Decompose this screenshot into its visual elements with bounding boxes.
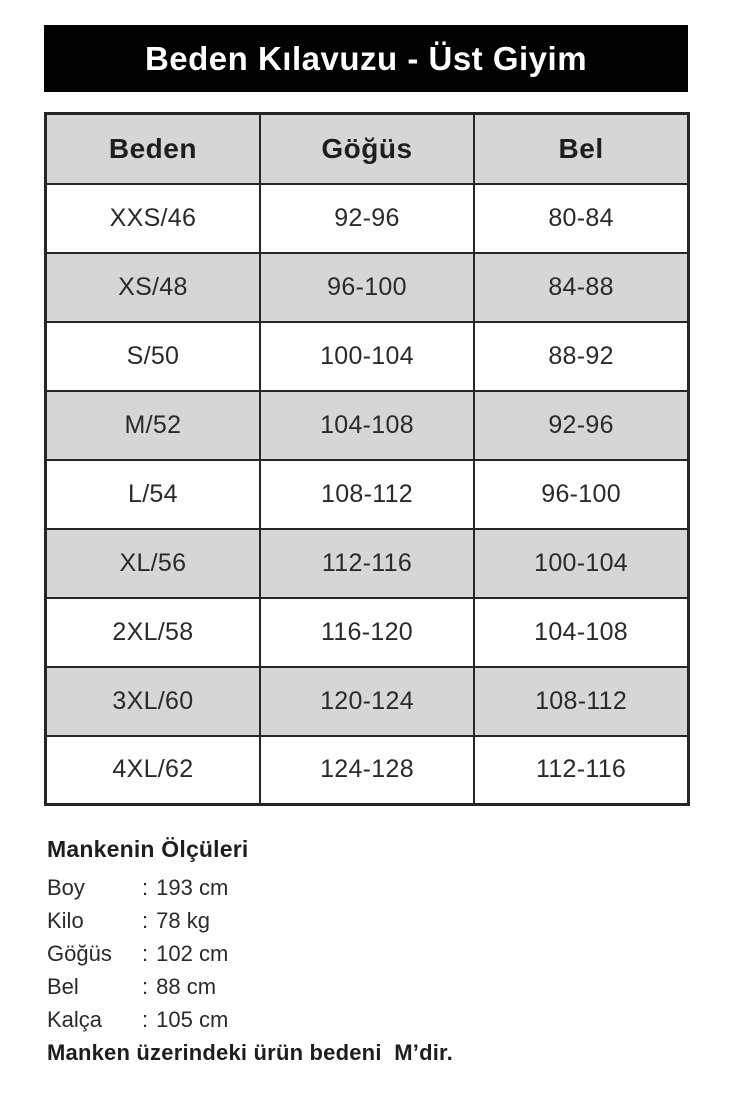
column-header-beden: Beden — [46, 114, 260, 184]
measurement-label: Kilo — [47, 908, 84, 933]
size-cell: 3XL/60 — [46, 667, 260, 736]
measurement-separator: : — [142, 875, 149, 900]
size-cell: 2XL/58 — [46, 598, 260, 667]
chest-cell: 112-116 — [260, 529, 474, 598]
size-cell: XXS/46 — [46, 184, 260, 253]
model-measurements — [47, 836, 687, 1066]
measurement-separator: : — [142, 941, 149, 966]
table-row — [46, 736, 689, 805]
waist-cell: 92-96 — [474, 391, 688, 460]
size-cell: 4XL/62 — [46, 736, 260, 805]
table-row — [46, 322, 689, 391]
measurement-separator: : — [142, 908, 149, 933]
page-title: Beden Kılavuzu - Üst Giyim — [144, 39, 588, 77]
waist-cell: 88-92 — [474, 322, 688, 391]
chest-cell: 124-128 — [260, 736, 474, 805]
column-header-bel: Bel — [474, 114, 688, 184]
measurement-value: 78 kg — [156, 908, 210, 933]
size-table — [44, 112, 690, 806]
chest-cell: 108-112 — [260, 460, 474, 529]
table-row — [46, 529, 689, 598]
measurement-row-kalca — [47, 1003, 687, 1036]
waist-cell: 84-88 — [474, 253, 688, 322]
waist-cell: 80-84 — [474, 184, 688, 253]
size-cell: XL/56 — [46, 529, 260, 598]
waist-cell: 112-116 — [474, 736, 688, 805]
measurement-value: 88 cm — [156, 974, 217, 999]
measurement-label: Göğüs — [47, 941, 112, 966]
measurement-value: 102 cm — [156, 941, 229, 966]
title-bar — [44, 25, 688, 92]
model-measurements-heading: Mankenin Ölçüleri — [47, 836, 249, 862]
table-row — [46, 391, 689, 460]
measurement-label: Kalça — [47, 1007, 103, 1032]
measurement-separator: : — [142, 1007, 149, 1032]
waist-cell: 104-108 — [474, 598, 688, 667]
measurement-row-kilo — [47, 904, 687, 937]
chest-cell: 92-96 — [260, 184, 474, 253]
size-cell: M/52 — [46, 391, 260, 460]
table-row — [46, 184, 689, 253]
size-table-header-row — [46, 114, 689, 184]
table-row — [46, 253, 689, 322]
size-cell: L/54 — [46, 460, 260, 529]
size-cell: XS/48 — [46, 253, 260, 322]
measurement-label: Boy — [47, 875, 85, 900]
measurement-separator: : — [142, 974, 149, 999]
model-size-note: Manken üzerindeki ürün bedeni M’dir. — [47, 1040, 453, 1065]
measurement-value: 193 cm — [156, 875, 229, 900]
chest-cell: 96-100 — [260, 253, 474, 322]
waist-cell: 96-100 — [474, 460, 688, 529]
chest-cell: 104-108 — [260, 391, 474, 460]
chest-cell: 116-120 — [260, 598, 474, 667]
table-row — [46, 667, 689, 736]
table-row — [46, 598, 689, 667]
measurement-row-gogus — [47, 937, 687, 970]
table-row — [46, 460, 689, 529]
waist-cell: 108-112 — [474, 667, 688, 736]
size-cell: S/50 — [46, 322, 260, 391]
measurement-row-boy — [47, 871, 687, 904]
column-header-gogus: Göğüs — [260, 114, 474, 184]
chest-cell: 100-104 — [260, 322, 474, 391]
waist-cell: 100-104 — [474, 529, 688, 598]
measurement-value: 105 cm — [156, 1007, 229, 1032]
measurement-row-bel — [47, 970, 687, 1003]
chest-cell: 120-124 — [260, 667, 474, 736]
measurement-label: Bel — [47, 974, 79, 999]
